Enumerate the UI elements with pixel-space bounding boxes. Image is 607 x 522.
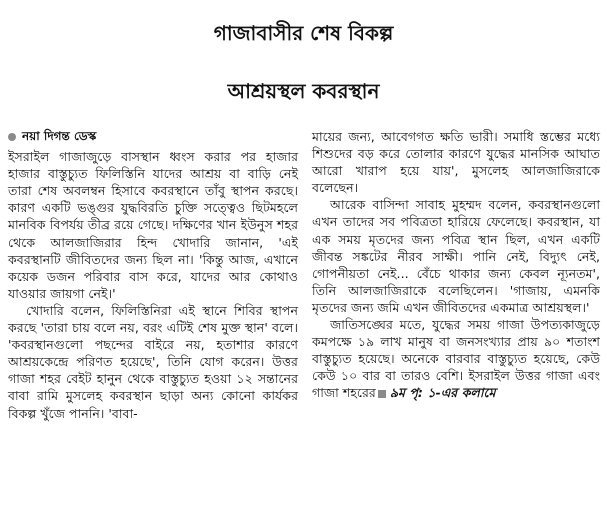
square-marker-icon bbox=[378, 390, 386, 398]
continued-note[interactable]: ৯ম পৃ: ১-এর কলামে bbox=[389, 385, 496, 401]
right-paragraph-3-text: জাতিসঙ্ঘের মতে, যুদ্ধের সময় গাজা উপত্যকাজুড়ে কমপক্ষে ১৯ লাখ মানুষ বা জনসংখ্যার প্রায় ৯০ শতাংশ বাস্তুচ্যুত হয়েছে। অনেকে বারবার বাস্তুচ্যুত হয়েছে, কেউ কেউ ১০ বার বা তারও বেশি। ইসরাইল উত্তর গাজা এবং গাজা শহরের bbox=[312, 317, 600, 401]
right-column bbox=[312, 128, 600, 402]
headline-line-2: আশ্রয়স্থল কবরস্থান bbox=[227, 79, 380, 103]
right-paragraph-1: মায়ের জন্য, আবেগগত ক্ষতি ভারী। সমাধি স্তম্ভের মধ্যে শিশুদের বড় করে তোলার কারণে যুদ্ধের মানসিক আঘাত আরো খারাপ হয়ে যায়', মুসলেহ আলজাজিরাকে বলেছেন। bbox=[312, 129, 600, 196]
right-paragraph-3 bbox=[312, 316, 600, 401]
left-paragraph-2: খোদারি বলেন, ফিলিস্তিনিরা এই স্থানে শিবির স্থাপন করছে 'তারা চায় বলে নয়, বরং এটিই শেষ মুক্ত স্থান' বলে। 'কবরস্থানগুলো পছন্দের বাইরে নয়, হতাশার কারণে আশ্রয়কেন্দ্রে পরিণত হয়েছে', তিনি যোগ করেন। উত্তর গাজা শহর বেইট হানুন থেকে বাস্তুচ্যুত হওয়া ১২ সন্তানের বাবা রামি মুসলেহ কবরস্থান ছাড়া অন্য কোনো কার্যকর বিকল্প খুঁজে পাননি। 'বাবা- bbox=[8, 302, 298, 421]
byline bbox=[8, 128, 298, 145]
left-paragraph-1: ইসরাইল গাজাজুড়ে বাসস্থান ধ্বংস করার পর হাজার হাজার বাস্তুচ্যুত ফিলিস্তিনি যাদের আশ্রয় বা বাড়ি নেই তারা শেষ অবলম্বন হিসাবে কবরস্থানে তাঁবু স্থাপন করছে। কারণ একটি ভঙ্গুর যুদ্ধবিরতি চুক্তি সত্ত্বেও ছিটমহলে মানবিক বিপর্যয় তীব্র রয়ে গেছে। দক্ষিণের খান ইউনুস শহর থেকে আলজাজিরার হিন্দ খোদারি জানান, 'এই কবরস্থানটি জীবিতদের জন্য ছিল না। 'কিন্তু আজ, এখানে কয়েক ডজন পরিবার বাস করে, যাদের আর কোথাও যাওয়ার জায়গা নেই।' bbox=[8, 149, 298, 301]
left-column bbox=[8, 128, 298, 422]
right-paragraph-2: আরেক বাসিন্দা সাবাহ মুহম্মদ বলেন, কবরস্থানগুলো এখন তাদের সব পবিত্রতা হারিয়ে ফেলেছে। কবরস্থান, যা এক সময় মৃতদের জন্য পবিত্র স্থান ছিল, এখন একটি জীবন্ত সঙ্কটের নীরব সাক্ষী। পানি নেই, বিদ্যুৎ নেই, গোপনীয়তা নেই... বেঁচে থাকার জন্য কেবল ন্যূনতম', তিনি আলজাজিরাকে বলেছিলেন। 'গাজায়, এমনকি মৃতদের জন্য জমি এখন জীবিতদের একমাত্র আশ্রয়স্থল।' bbox=[312, 197, 600, 315]
headline-line-1: গাজাবাসীর শেষ বিকল্প bbox=[213, 21, 394, 45]
bullet-icon bbox=[8, 133, 16, 141]
byline-text: নয়া দিগন্ত ডেস্ক bbox=[22, 129, 97, 143]
